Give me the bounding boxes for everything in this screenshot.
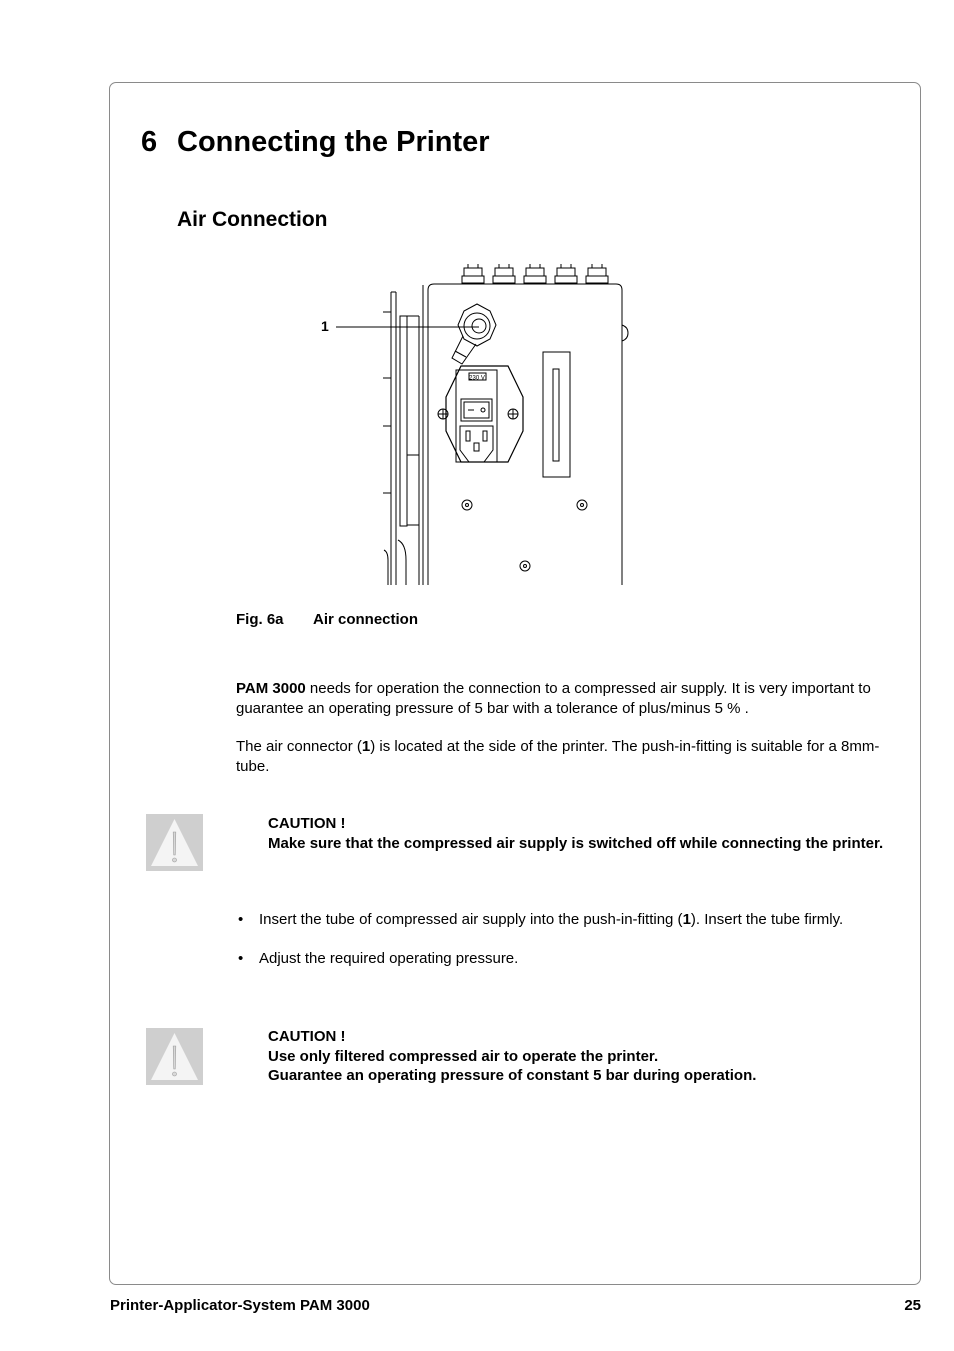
fuse-label-layer xyxy=(300,258,640,588)
bullet-mark: • xyxy=(238,911,244,928)
caution-block-2 xyxy=(268,1027,888,1086)
intro-paragraph xyxy=(236,679,904,718)
figure-callout-1: 1 xyxy=(321,318,329,334)
section-heading: Air Connection xyxy=(177,208,328,231)
intro-text: needs for operation the connection to a compressed air supply. It is very important to guarantee an operating pressure of 5 bar with a tolerance of plus/minus 5 % . xyxy=(236,680,871,717)
product-name: PAM 3000 xyxy=(236,680,306,697)
figure-caption xyxy=(236,611,418,628)
caption-text: Air connection xyxy=(313,611,419,628)
list-item xyxy=(238,910,898,930)
caution-line-1: Use only filtered compressed air to operate the printer. xyxy=(268,1047,659,1065)
step-text: Adjust the required operating pressure. xyxy=(259,950,519,967)
connector-text-b: ) is located at the side of the printer. The push-in-fitting is suitable for a 8mm-tube. xyxy=(236,738,880,775)
connector-text-a: The air connector ( xyxy=(236,738,362,755)
caution-title: CAUTION ! xyxy=(268,815,346,832)
air-connection-figure xyxy=(300,258,640,588)
chapter-heading xyxy=(141,126,490,159)
chapter-number: 6 xyxy=(141,126,158,158)
caution-line-2: Guarantee an operating pressure of constant 5 bar during operation. xyxy=(268,1067,757,1084)
step-ref: 1 xyxy=(682,911,691,928)
bullet-mark: • xyxy=(238,950,244,967)
caution-block-1 xyxy=(268,814,888,853)
caption-label: Fig. 6a xyxy=(236,611,284,628)
chapter-title: Connecting the Printer xyxy=(177,126,490,158)
connector-ref: 1 xyxy=(361,738,371,755)
footer-title: Printer-Applicator-System PAM 3000 xyxy=(110,1297,370,1314)
step-text-b: ). Insert the tube firmly. xyxy=(690,911,844,928)
warning-triangle-icon xyxy=(146,814,203,871)
caution-text: Make sure that the compressed air supply is switched off while connecting the printer. xyxy=(268,834,884,852)
warning-triangle-icon xyxy=(146,1028,203,1085)
page-number: 25 xyxy=(904,1297,921,1314)
fuse-label: 230 V xyxy=(469,375,485,382)
list-item xyxy=(238,949,898,969)
step-text-a: Insert the tube of compressed air supply into the push-in-fitting ( xyxy=(259,911,683,928)
caution-title: CAUTION ! xyxy=(268,1028,346,1045)
connector-paragraph xyxy=(236,737,904,776)
